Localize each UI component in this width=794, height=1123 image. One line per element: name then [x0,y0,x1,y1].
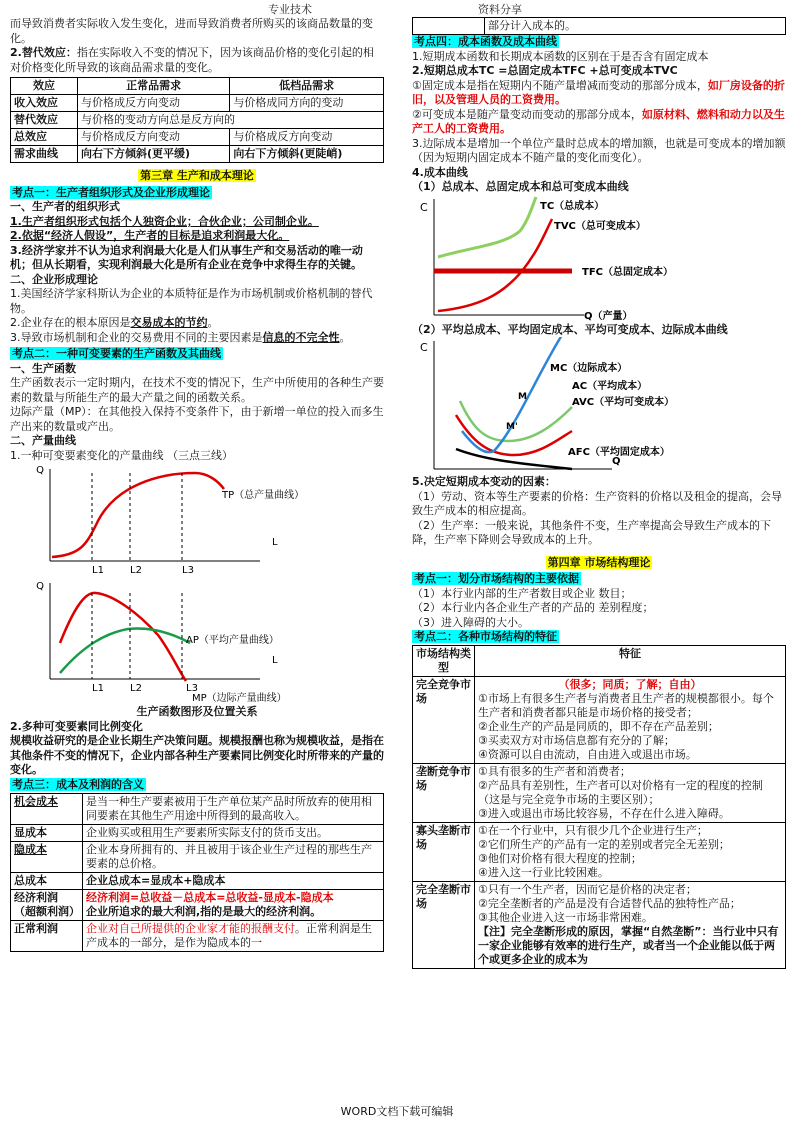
section-title: 考点一：划分市场结构的主要依据 [414,572,579,585]
axis-label: Q [36,465,44,476]
paragraph: 生产函数表示一定时期内，在技术不变的情况下，生产中所使用的各种生产要素的数量与所能生产的最大产量之间的函数关系。 [10,376,384,404]
table-cell: 替代效应 [11,112,78,129]
table-cell: 与价格成反方向变动 [230,129,384,146]
table-row [413,881,786,968]
right-column [412,17,786,969]
average-cost-figure [412,337,786,475]
tick-label: L2 [130,683,142,694]
ap-curve [60,629,190,673]
tp-curve [52,473,224,557]
table-row [11,842,384,873]
subheading: 4.成本曲线 [412,165,468,179]
curve-label: AFC（平均固定成本） [568,447,670,458]
table-cell: 与价格成反方向变动 [77,129,229,146]
table-row [11,146,384,163]
axis-label: L [272,655,278,666]
curve-label: AC（平均成本） [572,381,648,392]
list-item: （2）本行业内各企业生产者的产品的 差别程度； [412,601,654,614]
curve-label: TP（总产量曲线） [222,490,305,501]
table-cell: 企业购买或租用生产要素所实际支付的货币支出。 [83,825,384,842]
table-cell: 总成本 [11,873,83,890]
tick-label: L3 [186,683,198,694]
chapter-title: 第三章 生产和成本理论 [140,169,254,182]
table-header-row [413,645,786,676]
table-cell: 收入效应 [11,95,78,112]
table-cell: 向右下方倾斜(更平缓) [77,146,229,163]
cost-profit-table [10,793,384,952]
point-label: M [518,392,527,402]
page-header-left: 专业技术 [268,3,312,16]
axis-label: C [420,341,428,354]
table-header-row [11,78,384,95]
paragraph: 3.导致市场机制和企业的交易费用不同的主要因素是信息的不完全性。 [10,330,351,344]
table-cell: 是当一种生产要素被用于生产单位某产品时所放弃的使用相同要素在其他生产用途中所得到的最高收入。 [83,794,384,825]
figure-caption: 生产函数图形及位置关系 [136,705,258,718]
subheading: 二、企业形成理论 [10,272,98,286]
section-title: 考点一：生产者组织形式及企业形成理论 [12,185,210,199]
tick-label: L2 [130,565,142,576]
effect-table [10,77,384,163]
table-cell: 垄断竞争市场 [413,763,475,822]
table-cell: 总效应 [11,129,78,146]
table-cell: 与价格的变动方向总是反方向的 [77,112,383,129]
paragraph: 3.边际成本是增加一个单位产量时总成本的增加额，也就是可变成本的增加额（因为短期内固定成本不随产量的变化而变化）。 [412,136,786,164]
table-row [11,794,384,825]
axis-label: L [272,537,278,548]
axis-label: Q（产量） [584,310,633,322]
table-cell [413,18,485,35]
list-item: （3）进入障碍的大小。 [412,615,529,629]
curve-label: TVC（总可变成本） [554,220,646,232]
table-cell: 向右下方倾斜(更陡峭) [230,146,384,163]
table-cell: 需求曲线 [11,146,78,163]
table-cell: ①只有一个生产者，因而它是价格的决定者； ②完全垄断者的产品是没有合适替代品的独特性产品； ③其他企业进入这一市场非常困难。 【注】完全垄断形成的原因，掌握“自然垄断”：当行业中只有一家企业能够有效率的进行生产，或者当一个企业能以低于两个或更多企业的成本为 [475,881,786,968]
paragraph: 边际产量（MP）：在其他投入保持不变条件下，由于新增一单位的投入而多生产出来的数量或产出。 [10,405,384,433]
table-row [11,890,384,921]
paragraph: 2.企业存在的根本原因是交易成本的节约。 [10,316,219,329]
paragraph: 2.替代效应：指在实际收入不变的情况下，因为该商品价格的变化引起的相对价格变化所导致的该商品需求量的变化。 [10,46,374,74]
subheading: 一、生产者的组织形式 [10,200,120,213]
curve-label: TC（总成本） [540,200,605,212]
curve-label: MP（边际产量曲线） [192,693,287,704]
table-cell: 企业对自己所提供的企业家才能的报酬支付。正常利润是生产成本的一部分，是作为隐成本的一 [83,921,384,952]
paragraph: （1）劳动、资本等生产要素的价格：生产资料的价格以及租金的提高，会导致生产成本的相应提高。 [412,489,782,517]
table-cell: 显成本 [11,825,83,842]
continued-table [412,17,786,35]
table-header: 低档品需求 [230,78,384,95]
tick-label: L1 [92,565,104,576]
paragraph: 2.依据“经济人假设”，生产者的目标是追求利润最大化。 [10,229,290,242]
mc-curve [462,337,562,452]
paragraph: 1.一种可变要素变化的产量曲线 （三点三线） [10,448,233,462]
total-cost-figure [412,195,786,323]
left-column [10,17,384,952]
paragraph: 1.美国经济学家科斯认为企业的本质特征是作为市场机制或价格机制的替代物。 [10,287,373,315]
tvc-curve [438,219,552,311]
table-cell: 与价格成反方向变动 [77,95,229,112]
subheading: 5.决定短期成本变动的因素： [412,475,556,488]
table-row [11,921,384,952]
axis-label: C [420,200,428,214]
table-row [413,676,786,763]
table-row [413,822,786,881]
table-cell: 企业总成本=显成本+隐成本 [83,873,384,890]
tc-curve [438,197,536,257]
table-cell: 部分计入成本的。 [485,18,786,35]
paragraph: ②可变成本是随产量变动而变动的那部分成本，如原材料、燃料和动力以及生产工人的工资费用。 [412,107,785,135]
paragraph: ①固定成本是指在短期内不随产量增减而变动的那部分成本，如厂房设备的折旧，以及管理人员的工资费用。 [412,78,785,106]
table-header: 效应 [11,78,78,95]
paragraph: （2）生产率：一般来说，其他条件不变，生产率提高会导致生产成本的下降，生产率下降则会导致成本的上升。 [412,518,771,546]
text-line: 而导致消费者实际收入发生变化，进而导致消费者所购买的该商品数量的变化。 [10,17,373,45]
subheading: 2.多种可变要素同比例变化 [10,719,143,733]
paragraph: 1.生产者组织形式包括个人独资企业；合伙企业；公司制企业。 [10,214,319,228]
table-cell: 隐成本 [11,842,83,873]
subheading: 一、生产函数 [10,361,76,375]
tick-label: L1 [92,683,104,694]
table-cell: 完全竞争市场 [413,676,475,763]
subheading: （2）平均总成本、平均固定成本、平均可变成本、边际成本曲线 [412,322,728,336]
table-cell: ①具有很多的生产者和消费者； ②产品具有差别性，生产者可以对价格有一定的程度的控制（这是与完全竞争市场的主要区别）； ③进入或退出市场比较容易，不存在什么进入障碍。 [475,763,786,822]
table-cell: （很多；同质；了解；自由） ①市场上有很多生产者与消费者且生产者的规模都很小。每个生产者和消费者都只能是市场价格的接受者； ②企业生产的产品是同质的，即不存在产品差别； ③买卖双方对市场信息都有充分的了解； ④资源可以自由流动，自由进入或退出市场。 [475,676,786,763]
section-title: 考点三：成本及利润的含义 [12,777,144,791]
mp-curve [60,593,186,681]
table-cell: 经济利润=总收益－总成本=总收益-显成本-隐成本 企业所追求的最大利润,指的是最大的经济利润。 [83,890,384,921]
axis-label: Q [36,581,44,592]
table-row [11,873,384,890]
table-cell: 企业本身所拥有的、并且被用于该企业生产过程的那些生产要素的总价格。 [83,842,384,873]
curve-label: AVC（平均可变成本） [572,397,675,408]
page-header-right: 资料分享 [478,3,522,16]
table-row [413,763,786,822]
table-cell: 寡头垄断市场 [413,822,475,881]
curve-label: TFC（总固定成本） [582,266,673,278]
page-footer: WORD文档下载可编辑 [340,1104,454,1118]
market-structure-table [412,645,786,969]
afc-curve [456,449,572,469]
subheading: （1）总成本、总固定成本和总可变成本曲线 [412,180,629,193]
production-function-figure [10,463,384,705]
table-row [11,129,384,146]
table-cell: 机会成本 [11,794,83,825]
table-row [11,112,384,129]
tick-label: L3 [182,565,194,576]
paragraph: 3.经济学家并不认为追求利润最大化是人们从事生产和交易活动的唯一动机；但从长期看，实现利润最大化是所有企业在竞争中求得生存的关键。 [10,243,363,271]
table-cell: 完全垄断市场 [413,881,475,968]
table-row [11,95,384,112]
section-title: 考点二：各种市场结构的特征 [414,630,557,643]
list-item: （1）本行业内部的生产者数目或企业 数目； [412,586,632,600]
curve-label: AP（平均产量曲线） [186,635,279,646]
table-cell: 与价格成同方向的变动 [230,95,384,112]
curve-label: MC（边际成本） [550,363,628,374]
subheading: 二、产量曲线 [10,434,76,447]
paragraph: 2.短期总成本TC =总固定成本TFC +总可变成本TVC [412,64,678,77]
table-cell: 正常利润 [11,921,83,952]
table-header: 正常品需求 [77,78,229,95]
table-row [11,825,384,842]
section-title: 考点四：成本函数及成本曲线 [414,35,557,48]
table-cell: ①在一个行业中，只有很少几个企业进行生产； ②它们所生产的产品有一定的差别或者完全无差别； ③他们对价格有很大程度的控制； ④进入这一行业比较困难。 [475,822,786,881]
axis-label: Q [612,456,621,467]
table-header: 特征 [475,645,786,676]
paragraph: 规模收益研究的是企业长期生产决策问题。规模报酬也称为规模收益，是指在其他条件不变的情况下，企业内部各种生产要素同比例变化时所带来的产量的变化。 [10,734,384,776]
table-cell: 经济利润（超额利润） [11,890,83,921]
chapter-title: 第四章 市场结构理论 [547,555,651,569]
table-header: 市场结构类型 [413,645,475,676]
point-label: M' [506,422,518,432]
table-row [413,18,786,35]
section-title: 考点二：一种可变要素的生产函数及其曲线 [12,347,221,360]
paragraph: 1.短期成本函数和长期成本函数的区别在于是否含有固定成本 [412,49,709,63]
